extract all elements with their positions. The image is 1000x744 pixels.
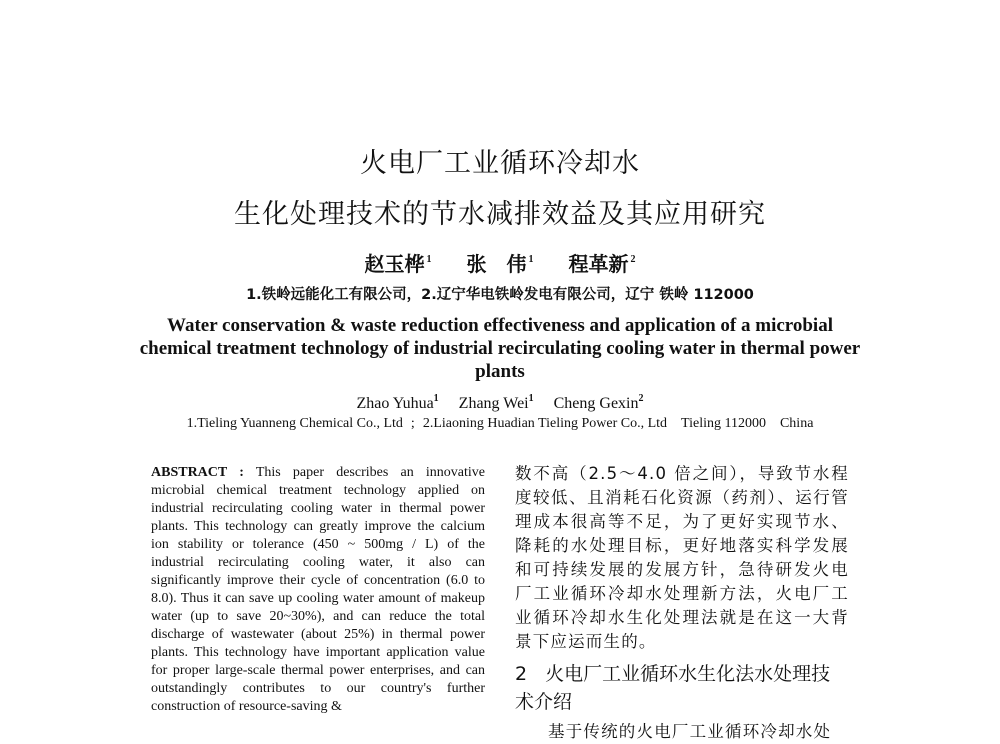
affiliation-en (0, 416, 1000, 432)
affiliation-en-part1: 1.Tieling Yuanneng Chemical Co., Ltd (186, 416, 403, 431)
author-cn: 张 伟 $^1$ (466, 252, 534, 276)
affiliation-en-part2: 2.Liaoning Huadian Tieling Power Co., Ltd (422, 416, 668, 431)
body-paragraph: 数不高（2.5～4.0 倍之间），导致节水程度较低、且消耗石化资源（药剂）、运行管理成本很高等不足，为了更好实现节水、降耗的水处理目标，更好地落实科学发展和可持续发展的发展方针，急待研发火电厂工业循环冷却水处理新方法，火电厂工业循环冷却水生化处理法就是在这一大背景下应运而生的。 (515, 464, 849, 651)
affiliation-cn: 1.铁岭远能化工有限公司，2.辽宁华电铁岭发电有限公司，辽宁 铁岭 112000 (246, 287, 754, 303)
abstract-label: ABSTRACT : (151, 465, 244, 480)
author-cn: 程革新 $^2$ (568, 252, 636, 276)
title-cn-line1: 火电厂工业循环冷却水 (360, 148, 640, 179)
title-en: Water conservation & waste reduction effectiveness and application of a microbial chemical treatment technology of industrial recirculating cooling water in thermal power plants (139, 315, 861, 382)
body-paragraph-next: 基于传统的火电厂工业循环冷却水处 (548, 722, 832, 741)
authors-en (0, 393, 1000, 413)
affiliation-city: Tieling 112000 (681, 416, 766, 431)
title-cn-line2: 生化处理技术的节水减排效益及其应用研究 (234, 199, 766, 230)
authors-cn (0, 248, 1000, 277)
affiliation-separator: ; (410, 416, 415, 431)
right-column (515, 462, 849, 744)
section-title: 火电厂工业循环水生化法水处理技术介绍 (515, 663, 831, 713)
author-en: Cheng Gexin$^2$ (553, 393, 644, 412)
section-number: 2 (515, 663, 528, 685)
author-en: Zhang Wei$^1$ (458, 393, 534, 412)
abstract (151, 464, 485, 716)
abstract-text: This paper describes an innovative microbial chemical treatment technology applied on industrial recirculating cooling water in thermal power plants. This technology can greatly improve the calcium ion stability or tolerance (450 ~ 500mg / L) of the industrial recirculating cooling water, it also can significantly improve their cycle of concentration (6.0 to 8.0). Thus it can save up cooling water amount of makeup water (up to save 20~30%), and can reduce the total discharge of wastewater (about 25%) in thermal power plants. This technology have important application value for proper large-scale thermal power enterprises, and can outstandingly contributes to our country's further construction of resource-saving & (151, 465, 485, 714)
affiliation-country: China (779, 416, 814, 431)
author-cn: 赵玉桦 $^1$ (364, 252, 432, 276)
section-heading (515, 660, 849, 716)
author-en: Zhao Yuhua$^1$ (356, 393, 439, 412)
